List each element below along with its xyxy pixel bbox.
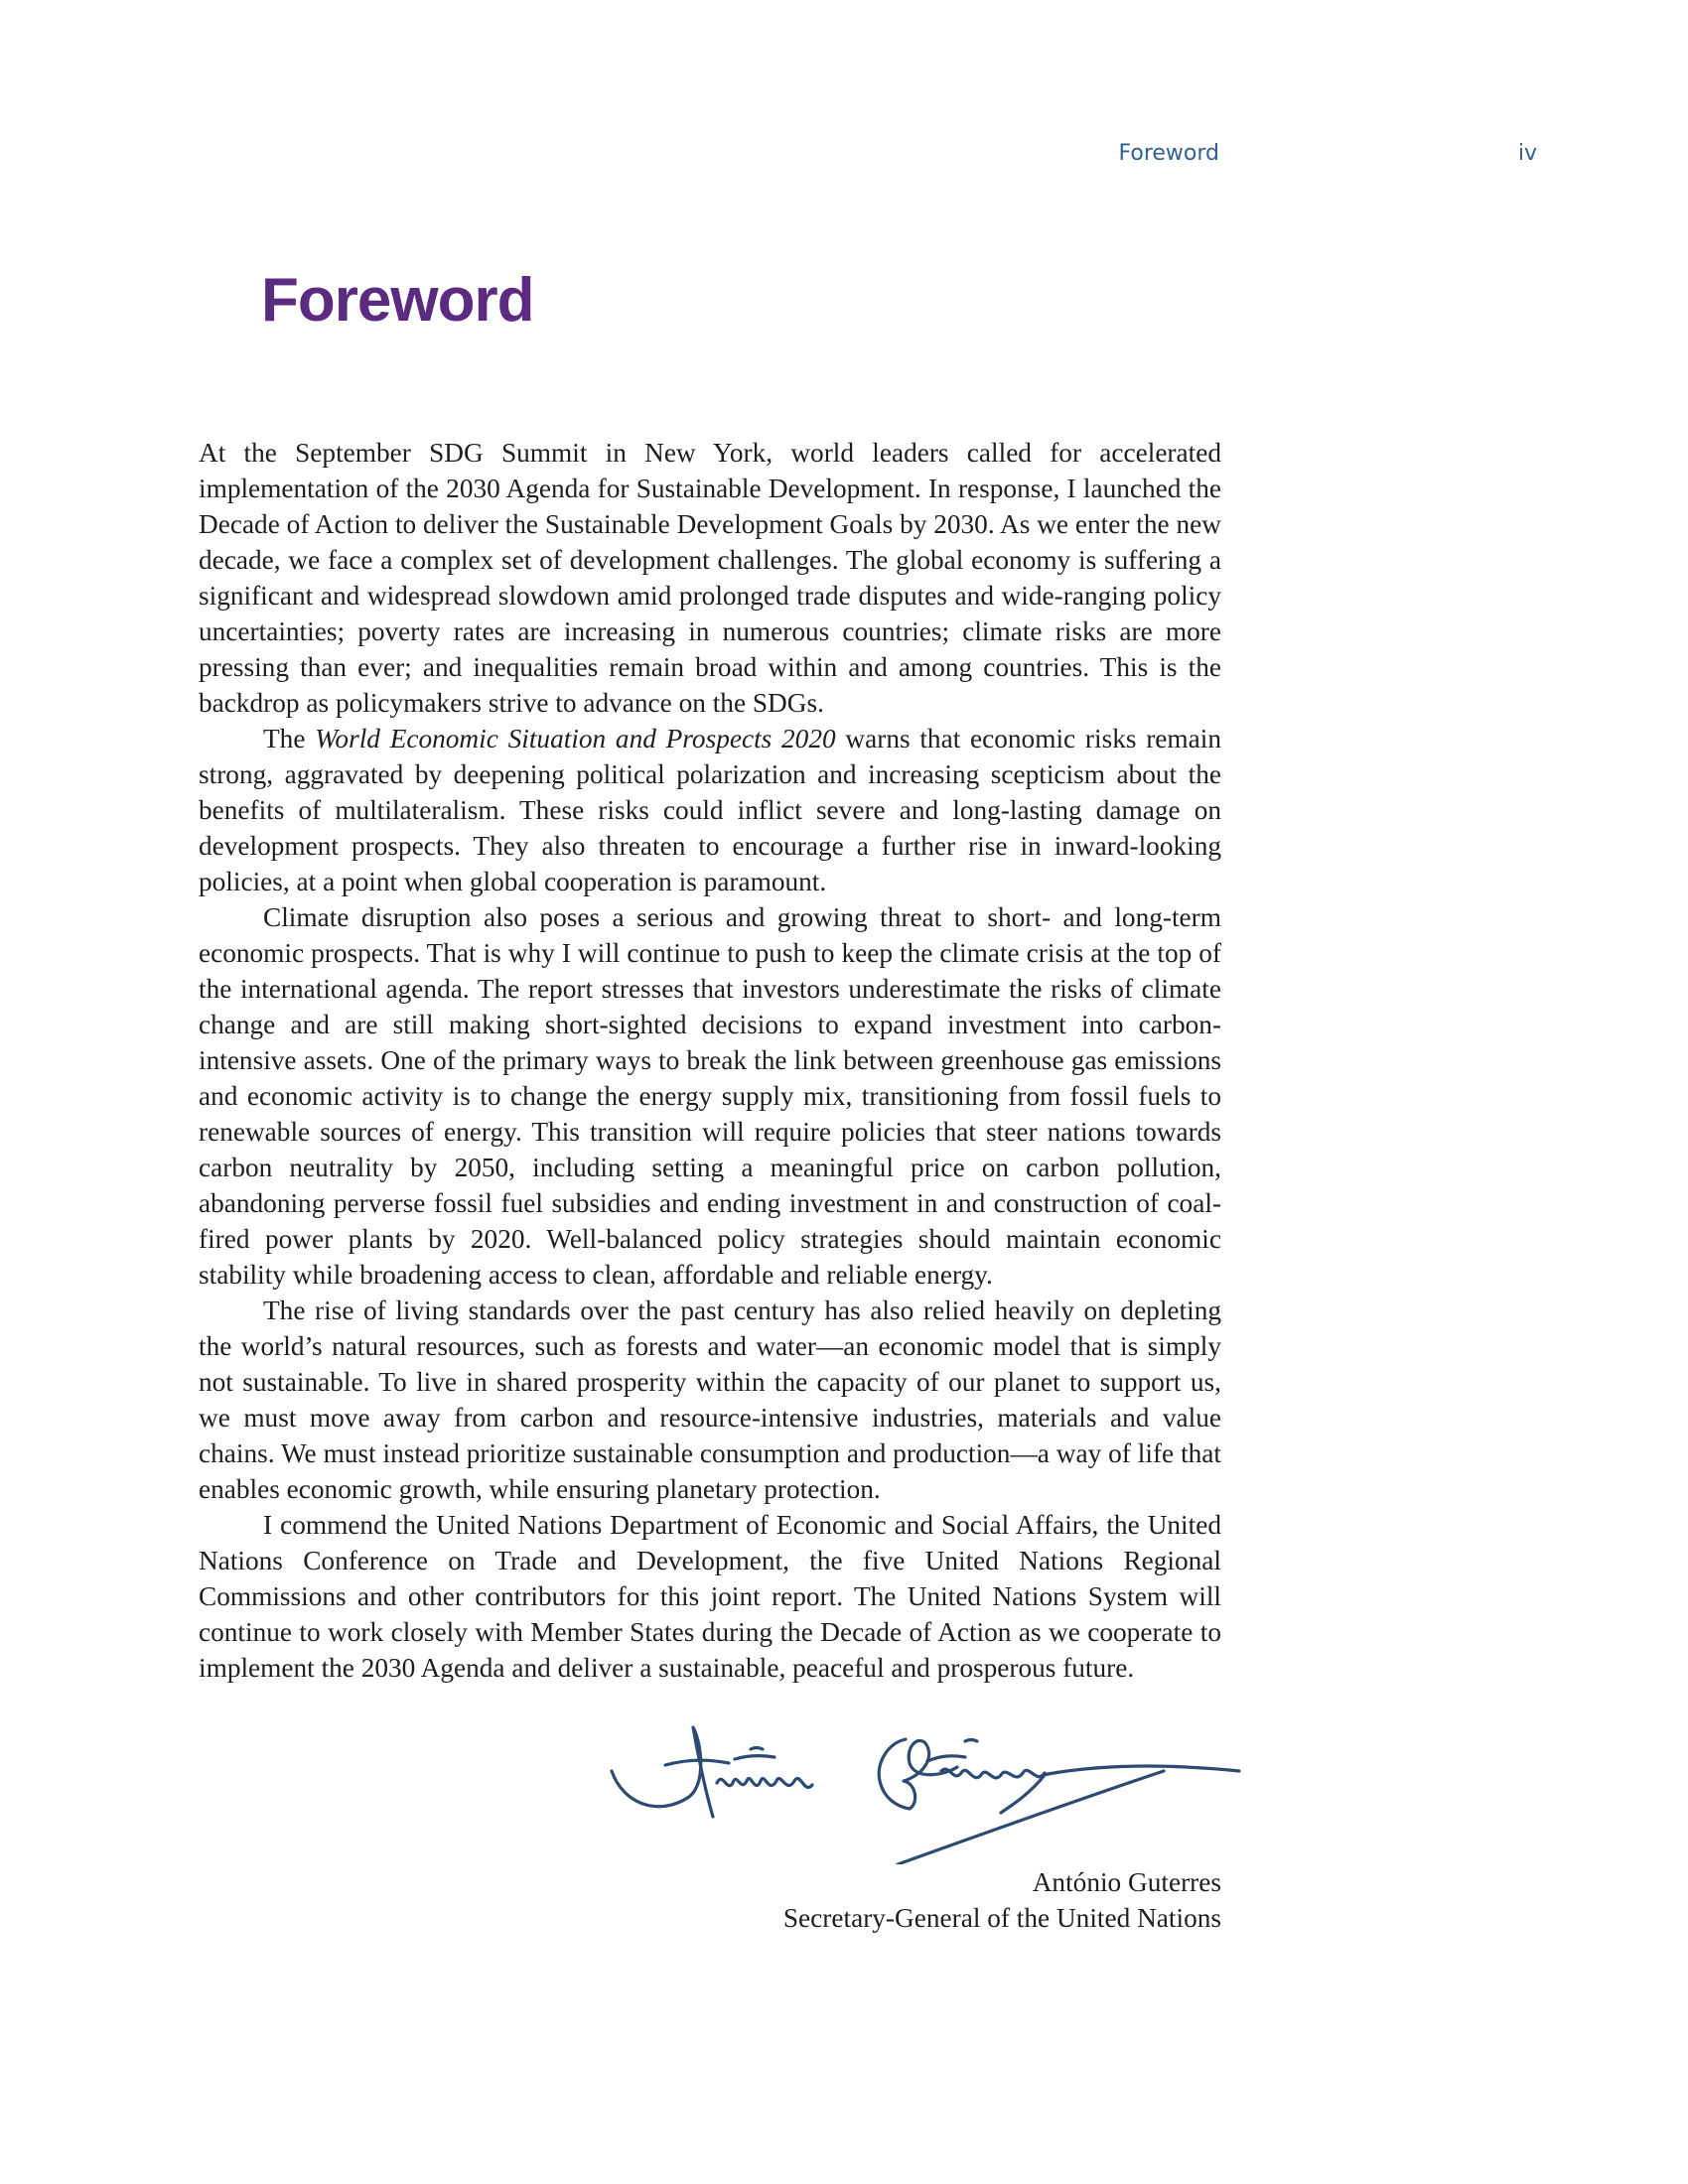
paragraph-text: Climate disruption also poses a serious and growing threat to short- and long-term economic prospects. That is why I will continue to push to keep the climate crisis at the top of the international agenda. The report stresses that investors underestimate the risks of climate change and are still making short-sighted decisions to expand investment into carbon-intensive assets. One of the primary ways to break the link between greenhouse gas emissions and economic activity is to change the energy supply mix, transitioning from fossil fuels to renewable sources of energy. This transition will require policies that steer nations towards carbon neutrality by 2050, including setting a meaningful price on carbon pollution, abandoning perverse fossil fuel subsidies and ending investment in and construction of coal-fired power plants by 2020. Well-balanced policy strategies should maintain economic stability while broadening access to clean, affordable and reliable energy. [199,902,1221,1290]
foreword-body [199,435,1221,1686]
paragraph-text: At the September SDG Summit in New York, world leaders called for accelerated implementation of the 2030 Agenda for Sustainable Development. In response, I launched the Decade of Action to deliver the Sustainable Development Goals by 2030. As we enter the new decade, we face a complex set of development challenges. The global economy is suffering a significant and widespread slowdown amid prolonged trade disputes and wide-ranging policy uncertainties; poverty rates are increasing in numerous countries; climate risks are more pressing than ever; and inequalities remain broad within and among countries. This is the backdrop as policymakers strive to advance on the SDGs. [199,438,1221,718]
body-paragraph [199,435,1221,721]
report-title-italic: World Economic Situation and Prospects 2020 [315,724,836,753]
running-header [0,141,1688,181]
paragraph-text: I commend the United Nations Department of Economic and Social Affairs, the United Nations Conference on Trade and Development, the five United Nations Regional Commissions and other contributors for this joint report. The United Nations System will continue to work closely with Member States during the Decade of Action as we cooperate to implement the 2030 Agenda and deliver a sustainable, peaceful and prosperous future. [199,1510,1221,1683]
signatory-name: António Guterres [1032,1867,1221,1897]
paragraph-text: The [263,724,316,753]
chapter-heading: Foreword [261,266,534,335]
body-paragraph [199,1507,1221,1686]
body-paragraph [199,1293,1221,1507]
signature-image [608,1706,1243,1864]
paragraph-text: warns that economic risks remain strong, aggravated by deepening political polarization and increasing scepticism about the benefits of multilateralism. These risks could inflict severe and long-lasting damage on development prospects. They also threaten to encourage a further rise in inward-looking policies, at a point when global cooperation is paramount. [199,724,1222,896]
running-title: Foreword [1118,141,1219,166]
paragraph-text: The rise of living standards over the past century has also relied heavily on depleting the world’s natural resources, such as forests and water—an economic model that is simply not sustainable. To live in shared prosperity within the capacity of our planet to support us, we must move away from carbon and resource-intensive industries, materials and value chains. We must instead prioritize sustainable consumption and production—a way of life that enables economic growth, while ensuring planetary protection. [199,1296,1221,1504]
body-paragraph [199,721,1221,899]
signatory-block [783,1864,1221,1936]
body-paragraph [199,899,1221,1293]
signature-icon [608,1706,1243,1864]
page-number: iv [1517,141,1537,166]
signatory-title: Secretary-General of the United Nations [782,1903,1221,1933]
